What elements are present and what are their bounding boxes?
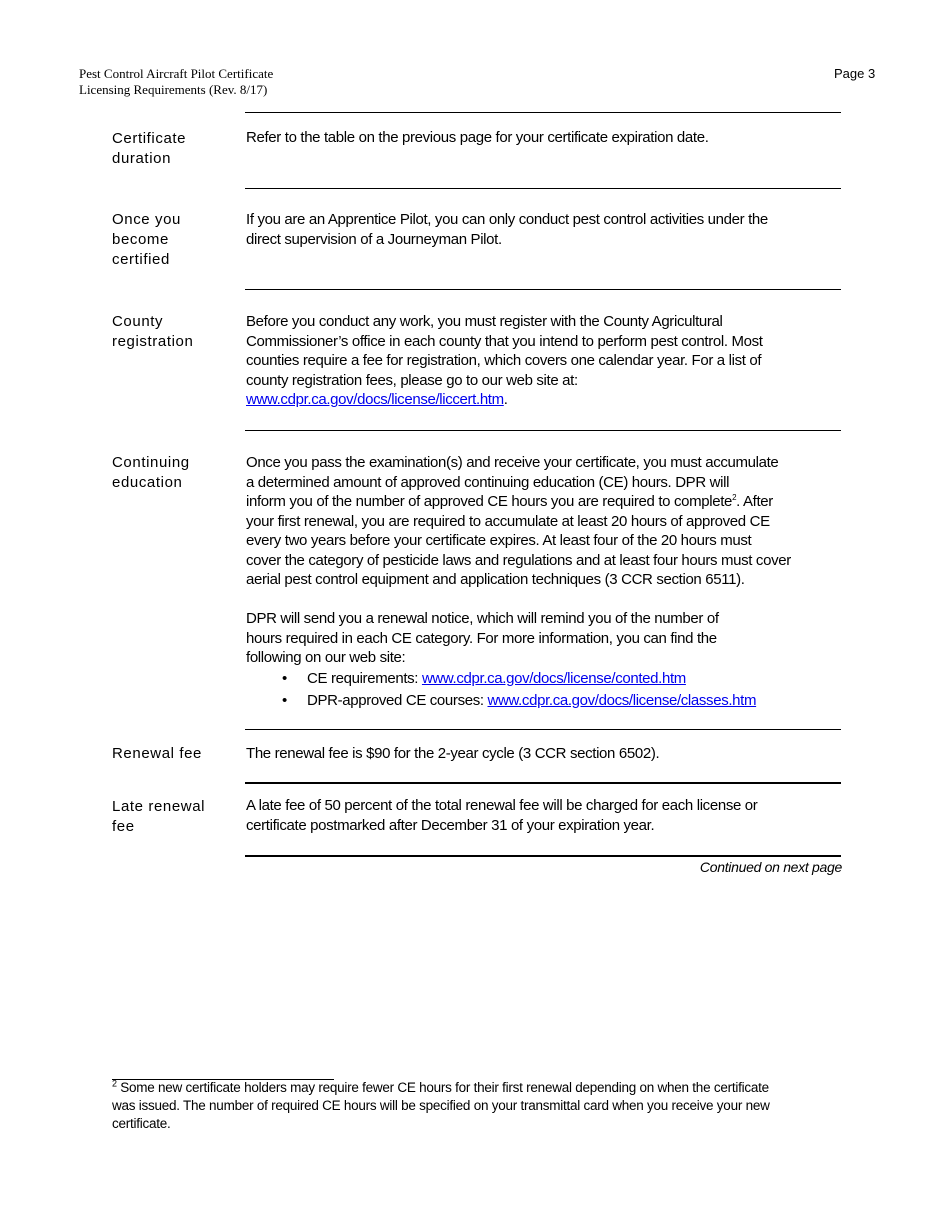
footnote-marker: 2 <box>112 1078 117 1089</box>
section-divider <box>245 430 841 431</box>
section-label-certificate-duration <box>112 129 222 169</box>
text-line: DPR will send you a renewal notice, which will remind you of the number of <box>246 610 719 627</box>
text-line: every two years before your certificate expires. At least four of the 20 hours must <box>246 532 752 549</box>
page-number: Page 3 <box>834 66 876 81</box>
ce-links-list <box>246 668 840 712</box>
text-line: following on our web site: <box>246 649 406 666</box>
label-line: fee <box>112 818 135 835</box>
footnote-reference: 2 <box>732 493 737 502</box>
text-line: counties require a fee for registration, which covers one calendar year. For a list of <box>246 352 762 369</box>
label-line: Continuing <box>112 454 190 471</box>
section-text-renewal-fee <box>246 744 840 764</box>
text-line: certificate postmarked after December 31 of your expiration year. <box>246 816 655 834</box>
classes-link[interactable]: www.cdpr.ca.gov/docs/license/classes.htm <box>487 691 757 709</box>
section-divider <box>245 188 841 189</box>
text-line: Commissioner’s office in each county that you intend to perform pest control. Most <box>246 332 763 350</box>
text-line: Before you conduct any work, you must register with the County Agricultural <box>246 313 723 330</box>
text-line <box>246 492 840 512</box>
text-line: cover the category of pesticide laws and regulations and at least four hours must cover <box>246 551 791 569</box>
section-text-county-registration <box>246 312 840 410</box>
label-line: Once you <box>112 211 182 228</box>
section-text-late-renewal-fee <box>246 796 840 835</box>
section-divider <box>245 782 841 784</box>
text-line: county registration fees, please go to our web site at: <box>246 371 578 389</box>
section-divider <box>245 289 841 290</box>
section-label-renewal-fee <box>112 744 222 764</box>
text-line: The renewal fee is $90 for the 2-year cycle (3 CCR section 6502). <box>246 745 660 762</box>
label-line: registration <box>112 333 194 350</box>
label-line: education <box>112 474 183 491</box>
section-label-late-renewal-fee <box>112 797 222 837</box>
liccert-link[interactable]: www.cdpr.ca.gov/docs/license/liccert.htm <box>246 391 504 408</box>
footnote-line <box>112 1079 848 1097</box>
document-revision-line: Licensing Requirements (Rev. 8/17) <box>79 82 268 97</box>
label-line: Late renewal <box>112 798 206 815</box>
text-line: Once you pass the examination(s) and receive your certificate, you must accumulate <box>246 454 779 471</box>
text-line: If you are an Apprentice Pilot, you can only conduct pest control activities under the <box>246 211 768 228</box>
text-line: your first renewal, you are required to accumulate at least 20 hours of approved CE <box>246 512 770 530</box>
text-segment: inform you of the number of approved CE hours you are required to complete <box>246 493 733 510</box>
footnote <box>112 1079 848 1133</box>
document-title <box>79 66 273 98</box>
text-line: A late fee of 50 percent of the total renewal fee will be charged for each license or <box>246 797 758 814</box>
text-line: direct supervision of a Journeyman Pilot. <box>246 230 502 248</box>
label-line: Renewal fee <box>112 745 202 762</box>
continued-note: Continued on next page <box>699 859 842 875</box>
text-line: aerial pest control equipment and application techniques (3 CCR section 6511). <box>246 571 745 588</box>
section-divider <box>245 112 841 113</box>
bullet-icon: • <box>282 669 287 687</box>
section-divider <box>245 855 841 857</box>
section-divider <box>245 729 841 730</box>
conted-link[interactable]: www.cdpr.ca.gov/docs/license/conted.htm <box>421 669 686 687</box>
bullet-icon: • <box>282 691 287 709</box>
text-line: hours required in each CE category. For more information, you can find the <box>246 629 717 647</box>
section-text-once-certified <box>246 210 840 249</box>
link-suffix: . <box>503 391 508 408</box>
label-line: County <box>112 313 164 330</box>
footnote-line: certificate. <box>112 1116 171 1131</box>
bullet-label: CE requirements: <box>307 669 422 687</box>
list-item <box>246 690 840 712</box>
text-segment: Some new certificate holders may require fewer CE hours for their first renewal depending on when the certificate <box>116 1080 769 1095</box>
label-line: become <box>112 231 169 248</box>
section-text-continuing-education <box>246 453 840 712</box>
label-line: Certificate <box>112 130 187 147</box>
section-label-continuing-education <box>112 453 222 493</box>
label-line: duration <box>112 150 172 167</box>
text-segment: . After <box>736 493 773 510</box>
text-line <box>246 390 840 410</box>
document-title-line: Pest Control Aircraft Pilot Certificate <box>79 66 274 81</box>
label-line: certified <box>112 251 170 268</box>
bullet-label: DPR-approved CE courses: <box>307 691 488 709</box>
section-label-county-registration <box>112 312 222 352</box>
section-label-once-certified <box>112 210 222 270</box>
text-line: a determined amount of approved continuing education (CE) hours. DPR will <box>246 473 730 491</box>
text-line: Refer to the table on the previous page for your certificate expiration date. <box>246 129 709 146</box>
list-item <box>246 668 840 690</box>
section-text-certificate-duration <box>246 128 840 148</box>
footnote-line: was issued. The number of required CE hours will be specified on your transmittal card when you receive your new <box>112 1098 770 1113</box>
